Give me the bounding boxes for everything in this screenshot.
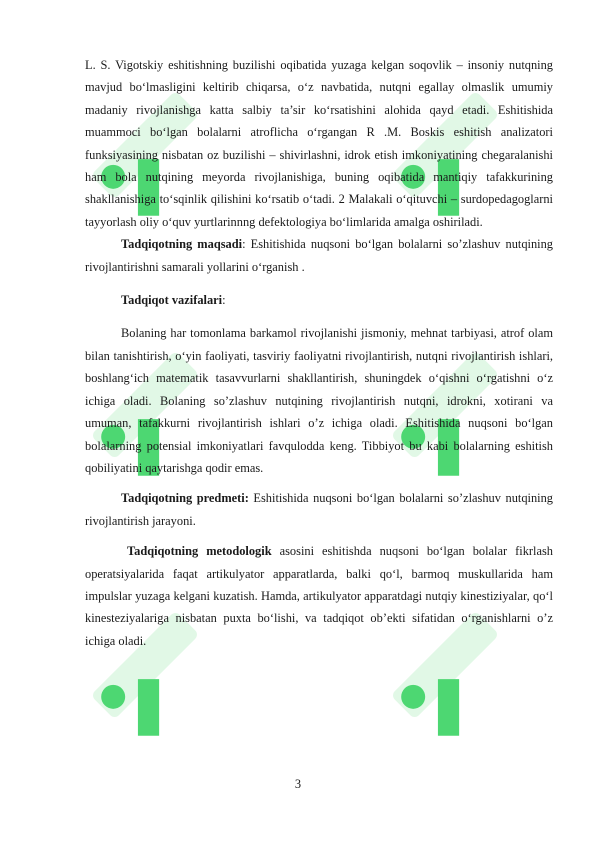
paragraph-heading: Tadqiqotning metodologik	[127, 544, 272, 559]
document-body	[85, 54, 553, 652]
page-number: 3	[294, 777, 302, 791]
paragraph-heading: Tadqiqotning predmeti:	[121, 491, 249, 506]
body-paragraph	[85, 540, 553, 652]
paragraph-heading: Tadqiqotning maqsadi	[121, 237, 243, 252]
section-heading	[85, 289, 553, 311]
paragraph-text: Bolaning har tomonlama barkamol rivojlanishi jismoniy, mehnat tarbiyasi, atrof olam bilan tanishtirish, o‘yin faoliyati, tasviriy faoliyatni rivojlantirish, nutqni rivojlantirish ishlari, boshlang‘ich matematik tasavvurlarni shakllantirish, shuningdek o‘qishni o‘rgatishni o‘z ichiga oladi. Bolaning so’zlashuv nutqining rivojlantirish nutqni, idrokni, xotirani va umuman, tafakkurni rivojlantirish ishlari o’z ichiga oladi. Eshitishida nuqsoni bo‘lgan bolalarning potensial imkoniyatlari favqulodda keng. Tibbiyot bu kabi bolalarning eshitish qobiliyatini qaytarishga qodir emas.	[85, 326, 553, 475]
paragraph-text: Eshitishida nuqsoni bo‘lgan bolalarni so’zlashuv nutqining rivojlantirish jarayoni.	[85, 491, 553, 528]
paragraph-text: L. S. Vigotskiy eshitishning buzilishi oqibatida yuzaga kelgan soqovlik – insoniy nutqning mavjud bo‘lmasligini keltirib chiqarsa, o‘z navbatida, nutqni egallay olmaslik umumiy madaniy rivojlanishga katta salbiy ta’sir ko‘rsatishini alohida qayd etadi. Eshitishida muammoci bo‘lgan bolalarni atroflicha o‘rgangan R .M. Boskis eshitish analizatori funksiyasining nisbatan oz buzilishi – shivirlashni, idrok etish imkoniyatining chegaralanishi ham bola nutqining meyorda rivojlanishiga, buning oqibatida mantiqiy tafakkurining shakllanishiga to‘sqinlik qilishini ko‘rsatib o‘tadi. 2 Malakali o‘qituvchi – surdopedagoglarni tayyorlash oliy o‘quv yurtlarinnng defektologiya bo‘limlarida amalga oshiriladi.	[85, 58, 553, 229]
paragraph-text: :	[222, 293, 226, 308]
body-paragraph	[85, 322, 553, 479]
paragraph-text: asosini eshitishda nuqsoni bo‘lgan bolalar fikrlash operatsiyalarida faqat artikulyator apparatlarda, balki qo‘l, barmoq muskullarida ham impulslar yuzaga kelgani kuzatish. Hamda, artikulyator apparatdagi nutqiy kinestiziyalar, qo‘l kinesteziyalariga nisbatan puxta bo‘lishi, va tadqiqot ob’ekti sifatidan o‘rganishlarni o’z ichiga oladi.	[85, 544, 553, 648]
body-paragraph	[85, 487, 553, 532]
body-paragraph	[85, 54, 553, 233]
body-paragraph	[85, 233, 553, 278]
paragraph-heading: Tadqiqot vazifalari	[121, 293, 223, 308]
paragraph-text: : Eshitishida nuqsoni bo‘lgan bolalarni so’zlashuv nutqining rivojlantirishni samarali yollarini o‘rganish .	[85, 237, 553, 274]
